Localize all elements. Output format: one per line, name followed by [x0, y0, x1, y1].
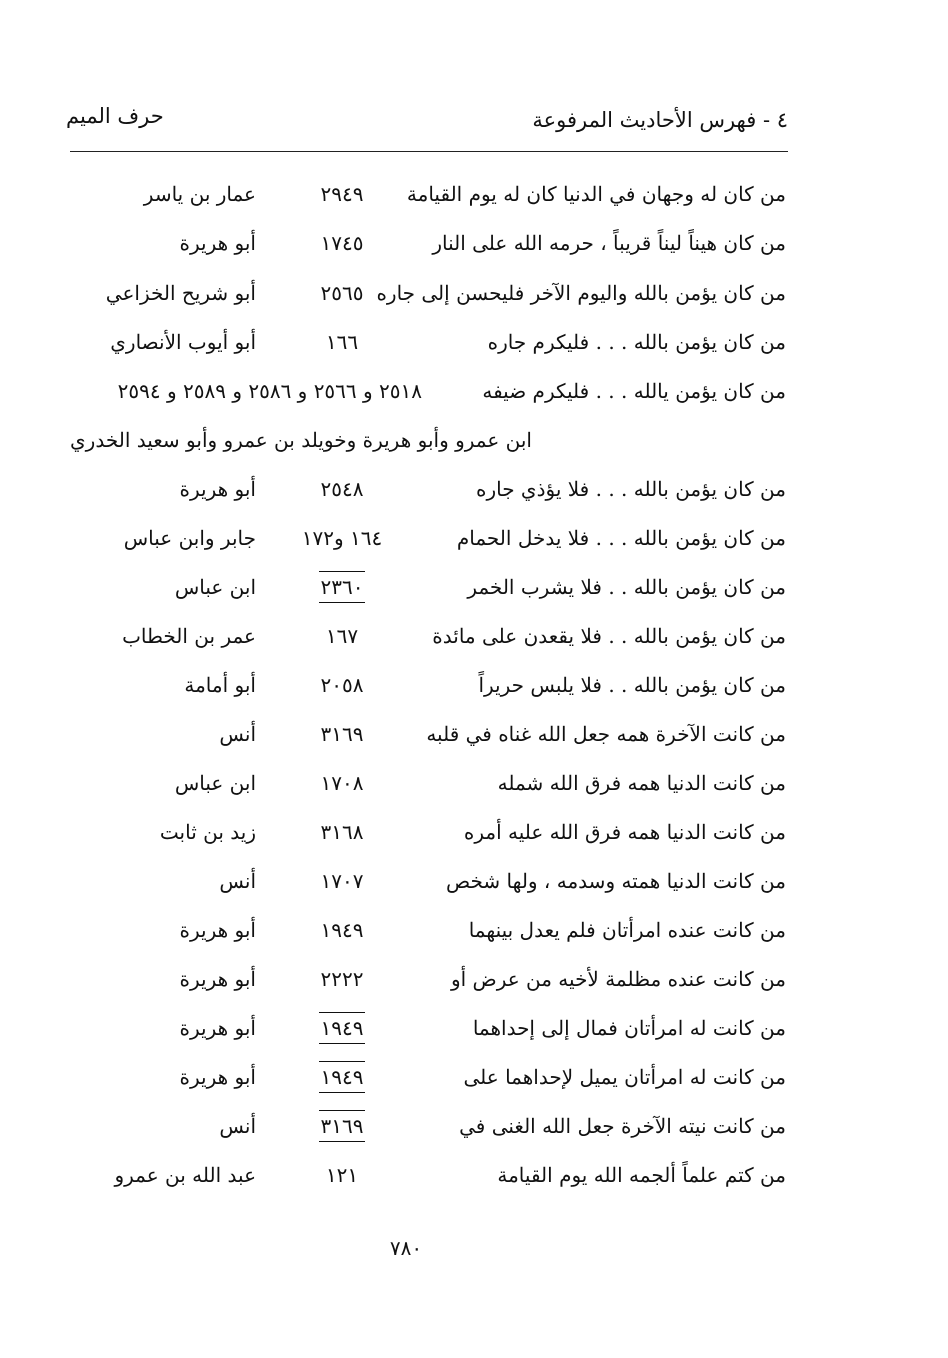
narrator: جابر وابن عباس: [123, 526, 256, 550]
hadith-text: من كانت الدنيا همه فرق الله شمله: [497, 771, 786, 795]
narrator: أبو هريرة: [179, 1016, 256, 1040]
narrator: أنس: [219, 1114, 256, 1138]
hadith-text: من كانت نيته الآخرة جعل الله الغنى في: [459, 1114, 786, 1138]
hadith-text: من كان يؤمن بالله . . فلا يقعدن على مائدة: [432, 624, 786, 648]
hadith-text: من كانت عنده امرأتان فلم يعدل بينهما: [468, 918, 786, 942]
hadith-number: [292, 223, 392, 263]
hadith-number: [292, 518, 392, 558]
hadith-number-value: ١٧٠٧: [320, 869, 364, 893]
hadith-text: من كانت له امرأتان يميل لإحداهما على: [463, 1065, 786, 1089]
narrator: عمر بن الخطاب: [122, 624, 256, 648]
hadith-text: من كان يؤمن بالله واليوم الآخر فليحسن إلى جاره: [376, 281, 786, 305]
hadith-number-value: ٣١٦٩: [319, 1110, 366, 1142]
hadith-text: من كانت الآخرة همه جعل الله غناه في قلبه: [426, 722, 786, 746]
hadith-number-value: ١٢١: [325, 1163, 359, 1187]
hadith-numbers: ٢٥١٨ و ٢٥٦٦ و ٢٥٨٦ و ٢٥٨٩ و ٢٥٩٤: [117, 379, 422, 403]
hadith-number-value: ٢٠٥٨: [320, 673, 364, 697]
hadith-number: [292, 861, 392, 901]
narrator: أبو هريرة: [179, 918, 256, 942]
hadith-number: [292, 567, 392, 607]
narrator: ابن عباس: [174, 771, 256, 795]
index-entry: [0, 665, 948, 705]
narrator: أبو هريرة: [179, 1065, 256, 1089]
hadith-number-value: ١٦٤ و١٧٢: [301, 526, 383, 550]
hadith-text: من كتم علماً ألجمه الله يوم القيامة: [497, 1163, 786, 1187]
index-entry: [0, 910, 948, 950]
hadith-text: من كان يؤمن بالله . . فلا يلبس حريراً: [478, 673, 786, 697]
index-entry: [0, 469, 948, 509]
hadith-number-value: ٢٢٢٢: [320, 967, 364, 991]
index-entry: [0, 518, 948, 558]
index-entry: [0, 959, 948, 999]
hadith-text: من كان يؤمن بالله . . فلا يشرب الخمر: [467, 575, 786, 599]
hadith-text: من كان يؤمن بالله . . . فلا يدخل الحمام: [456, 526, 786, 550]
header-divider: [70, 151, 788, 152]
narrator: أبو هريرة: [179, 477, 256, 501]
hadith-number: [292, 469, 392, 509]
narrator: أبو أمامة: [184, 673, 256, 697]
hadith-number-value: ٢٥٤٨: [320, 477, 364, 501]
hadith-text: من كانت الدنيا همه فرق الله عليه أمره: [463, 820, 786, 844]
index-entry: [0, 1155, 948, 1195]
narrator: أنس: [219, 722, 256, 746]
hadith-number: [292, 322, 392, 362]
index-entry: [0, 322, 948, 362]
hadith-number: [292, 665, 392, 705]
narrator: أنس: [219, 869, 256, 893]
hadith-number-value: ١٦٦: [325, 330, 359, 354]
hadith-text: من كان يؤمن بالله . . . فليكرم جاره: [487, 330, 786, 354]
index-entry: [0, 616, 948, 656]
hadith-number: [292, 714, 392, 754]
narrator: أبو شريح الخزاعي: [105, 281, 256, 305]
narrator: أبو هريرة: [179, 967, 256, 991]
index-entry: [0, 812, 948, 852]
index-entry: [0, 174, 948, 214]
hadith-text: من كانت عنده مظلمة لأخيه من عرض أو: [450, 967, 786, 991]
index-entry: [0, 371, 948, 411]
index-entry: [0, 861, 948, 901]
hadith-number-value: ١٩٤٩: [319, 1061, 366, 1093]
hadith-number-value: ٣١٦٨: [320, 820, 364, 844]
hadith-number: [292, 1008, 392, 1048]
hadith-number: [292, 959, 392, 999]
hadith-number: [292, 273, 392, 313]
hadith-number: [292, 174, 392, 214]
index-entry: [0, 1106, 948, 1146]
hadith-number: [292, 1057, 392, 1097]
hadith-number: [292, 1155, 392, 1195]
hadith-number: [292, 763, 392, 803]
index-entry: [0, 273, 948, 313]
hadith-number: [292, 812, 392, 852]
index-entry: [0, 567, 948, 607]
narrator: زيد بن ثابت: [159, 820, 256, 844]
index-entry: [0, 223, 948, 263]
hadith-number-value: ١٦٧: [325, 624, 359, 648]
narrator: أبو هريرة: [179, 231, 256, 255]
narrator: أبو أيوب الأنصاري: [110, 330, 256, 354]
hadith-number-value: ٢٣٦٠: [319, 571, 366, 603]
index-entry: [0, 714, 948, 754]
hadith-number-value: ٣١٦٩: [320, 722, 364, 746]
hadith-text: من كان هيناً ليناً قريباً ، حرمه الله على النار: [432, 231, 786, 255]
index-entry: [0, 763, 948, 803]
letter-title: حرف الميم: [66, 104, 164, 128]
hadith-number: [292, 616, 392, 656]
page-number: ٧٨٠: [389, 1236, 423, 1260]
narrator: ابن عمرو وأبو هريرة وخويلد بن عمرو وأبو سعيد الخدري: [70, 428, 532, 452]
hadith-text: من كانت الدنيا همته وسدمه ، ولها شخص: [445, 869, 786, 893]
hadith-number-value: ١٩٤٩: [319, 1012, 366, 1044]
index-entry: [0, 1057, 948, 1097]
hadith-number-value: ٢٩٤٩: [320, 182, 364, 206]
hadith-text: من كان له وجهان في الدنيا كان له يوم القيامة: [406, 182, 786, 206]
hadith-number-value: ١٧٤٥: [320, 231, 364, 255]
index-entry: [0, 1008, 948, 1048]
hadith-number: [292, 1106, 392, 1146]
narrator: عمار بن ياسر: [143, 182, 256, 206]
narrator: عبد الله بن عمرو: [114, 1163, 256, 1187]
hadith-number-value: ٢٥٦٥: [320, 281, 364, 305]
hadith-number: [292, 910, 392, 950]
hadith-text: من كان يؤمن يالله . . . فليكرم ضيفه: [482, 379, 786, 403]
index-entry-continuation: [0, 420, 948, 460]
section-title: ٤ - فهرس الأحاديث المرفوعة: [532, 108, 788, 132]
hadith-text: من كان يؤمن بالله . . . فلا يؤذي جاره: [475, 477, 786, 501]
hadith-number-value: ١٩٤٩: [320, 918, 364, 942]
hadith-number-value: ١٧٠٨: [320, 771, 364, 795]
hadith-text: من كانت له امرأتان فمال إلى إحداهما: [472, 1016, 786, 1040]
narrator: ابن عباس: [174, 575, 256, 599]
